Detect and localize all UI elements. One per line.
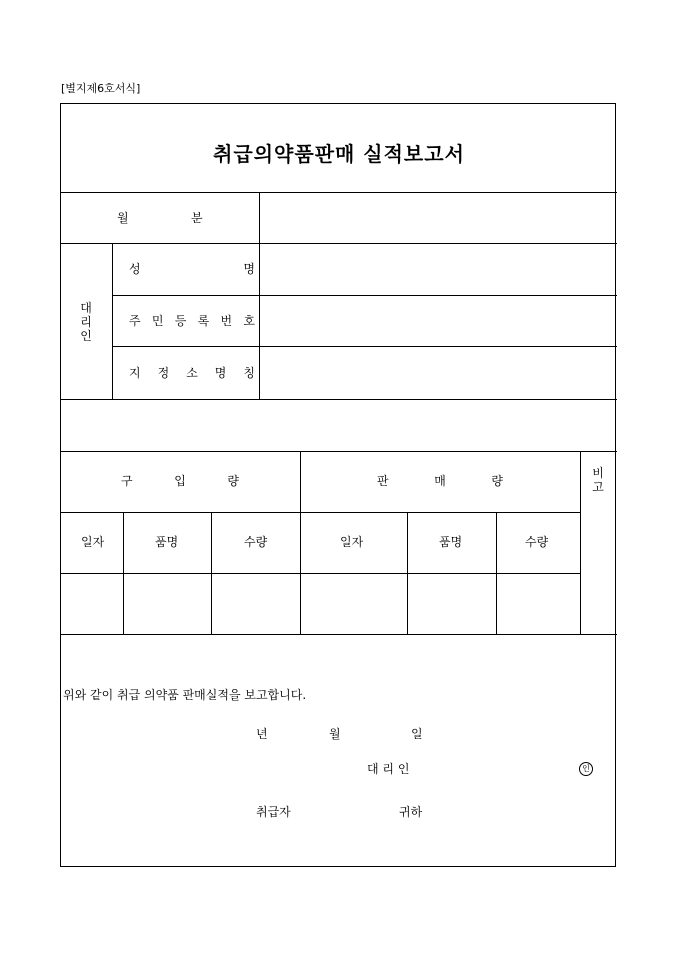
resident-number-label bbox=[129, 314, 255, 328]
blank-row[interactable] bbox=[62, 400, 616, 450]
remarks-cell[interactable] bbox=[581, 512, 616, 634]
month-label-1: 월 bbox=[117, 211, 129, 225]
label-char: 정 bbox=[157, 366, 170, 380]
purchase-header bbox=[121, 474, 239, 488]
month-label-2: 분 bbox=[191, 211, 203, 225]
seal-mark: 인 bbox=[579, 762, 593, 776]
purchase-qty-cell[interactable] bbox=[212, 574, 300, 634]
purchase-qty-header: 수량 bbox=[244, 535, 268, 549]
label-char: 명 bbox=[243, 262, 255, 276]
label-char: 록 bbox=[197, 314, 210, 328]
divider-line bbox=[61, 451, 617, 452]
label-char: 칭 bbox=[243, 366, 255, 380]
report-form bbox=[60, 103, 616, 867]
date-year-label: 년 bbox=[256, 727, 268, 741]
sales-date-header: 일자 bbox=[340, 535, 364, 549]
report-statement: 위와 같이 취급 의약품 판매실적을 보고합니다. bbox=[63, 688, 307, 702]
purchase-date-cell[interactable] bbox=[62, 574, 123, 634]
label-char: 번 bbox=[220, 314, 233, 328]
agent-side-char: 대 bbox=[80, 301, 92, 315]
month-value-field[interactable] bbox=[260, 193, 616, 243]
divider-line bbox=[112, 243, 113, 399]
resident-number-field[interactable] bbox=[260, 296, 616, 346]
form-number: [별지제6호서식] bbox=[61, 82, 141, 95]
name-field[interactable] bbox=[260, 244, 616, 294]
sales-item-header: 품명 bbox=[439, 535, 463, 549]
sales-qty-cell[interactable] bbox=[497, 574, 580, 634]
sales-item-cell[interactable] bbox=[408, 574, 496, 634]
sales-header bbox=[377, 474, 503, 488]
purchase-date-header: 일자 bbox=[81, 535, 105, 549]
agent-side-label bbox=[79, 301, 93, 343]
agent-side-char: 인 bbox=[80, 329, 92, 343]
header-char: 입 bbox=[174, 474, 186, 488]
sales-qty-header: 수량 bbox=[525, 535, 549, 549]
label-char: 성 bbox=[129, 262, 141, 276]
purchase-item-header: 품명 bbox=[155, 535, 179, 549]
remarks-header bbox=[591, 466, 605, 494]
agent-side-char: 리 bbox=[80, 315, 92, 329]
label-char: 호 bbox=[243, 314, 255, 328]
sales-date-cell[interactable] bbox=[301, 574, 407, 634]
divider-line bbox=[61, 634, 617, 635]
agent-signature-label: 대 리 인 bbox=[367, 762, 410, 776]
honorific-label: 귀하 bbox=[399, 805, 423, 819]
purchase-item-cell[interactable] bbox=[124, 574, 211, 634]
header-char: 비 bbox=[592, 466, 604, 480]
header-char: 판 bbox=[377, 474, 389, 488]
header-char: 량 bbox=[491, 474, 503, 488]
label-char: 소 bbox=[186, 366, 198, 380]
header-char: 구 bbox=[121, 474, 133, 488]
name-label bbox=[129, 262, 255, 276]
label-char: 지 bbox=[129, 366, 141, 380]
shop-name-field[interactable] bbox=[260, 347, 616, 398]
header-char: 고 bbox=[592, 480, 604, 494]
date-month-label: 월 bbox=[329, 727, 341, 741]
date-day-label: 일 bbox=[411, 727, 423, 741]
label-char: 주 bbox=[129, 314, 141, 328]
recipient-label: 취급자 bbox=[256, 805, 291, 819]
header-char: 매 bbox=[434, 474, 446, 488]
form-title: 취급의약품판매 실적보고서 bbox=[213, 142, 465, 166]
label-char: 민 bbox=[151, 314, 164, 328]
label-char: 등 bbox=[174, 314, 187, 328]
header-char: 량 bbox=[227, 474, 239, 488]
divider-line bbox=[61, 512, 580, 513]
label-char: 명 bbox=[214, 366, 227, 380]
shop-name-label bbox=[129, 366, 255, 380]
